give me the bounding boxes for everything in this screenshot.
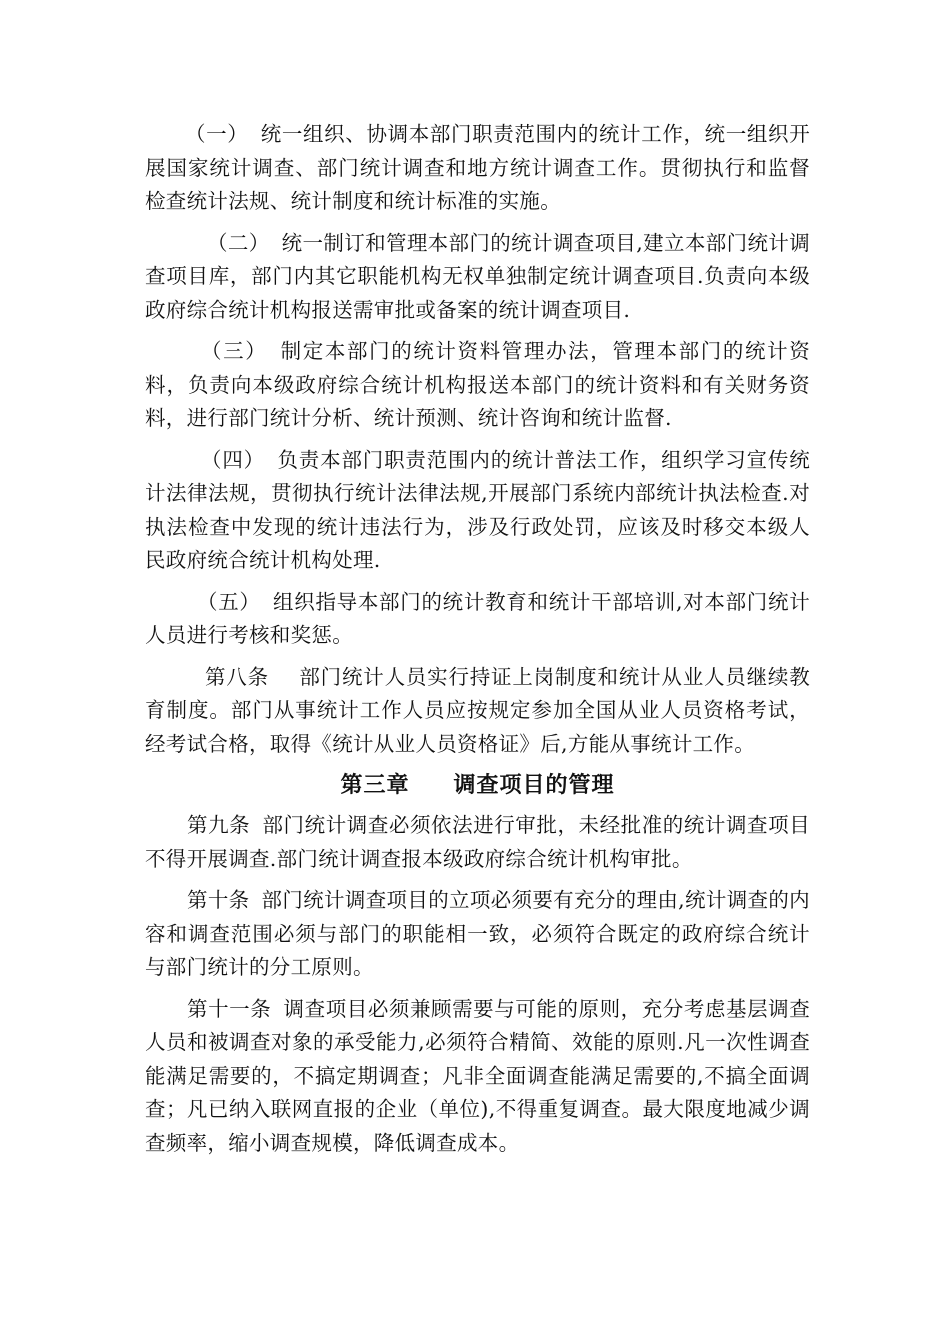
article-9 [145, 809, 810, 876]
duty-item-5 [145, 586, 810, 653]
duty-item-4 [145, 444, 810, 578]
item-text: 负责本部门职责范围内的统计普法工作，组织学习宣传统计法律法规，贯彻执行统计法律法规,开展部门系统内部统计执法检查.对执法检查中发现的统计违法行为，涉及行政处罚，应该及时移交本级人民政府统合统计机构处理. [145, 447, 810, 572]
document-page [145, 118, 810, 1160]
article-label: 第十一条 [187, 996, 272, 1021]
article-text: 部门统计调查必须依法进行审批，未经批准的统计调查项目不得开展调查.部门统计调查报本级政府综合统计机构审批。 [145, 813, 810, 871]
item-text: 组织指导本部门的统计教育和统计干部培训,对本部门统计人员进行考核和奖惩。 [145, 589, 810, 647]
article-text: 调查项目必须兼顾需要与可能的原则，充分考虑基层调查人员和被调查对象的承受能力,必须符合精简、效能的原则.凡一次性调查能满足需要的，不搞定期调查；凡非全面调查能满足需要的,不搞全面调查；凡已纳入联网直报的企业（单位),不得重复调查。最大限度地减少调查频率，缩小调查规模，降低调查成本。 [145, 996, 811, 1155]
duty-item-2 [145, 227, 810, 328]
duty-item-3 [145, 335, 810, 436]
chapter-heading [145, 769, 810, 803]
duty-item-1 [145, 118, 810, 219]
article-text: 部门统计人员实行持证上岗制度和统计从业人员继续教育制度。部门从事统计工作人员应按规定参加全国从业人员资格考试，经考试合格，取得《统计从业人员资格证》后,方能从事统计工作。 [145, 664, 810, 756]
article-10 [145, 884, 810, 985]
chapter-number: 第三章 [340, 773, 410, 798]
item-text: 制定本部门的统计资料管理办法，管理本部门的统计资料，负责向本级政府综合统计机构报送本部门的统计资料和有关财务资料，进行部门统计分析、统计预测、统计咨询和统计监督. [145, 339, 811, 430]
article-11 [145, 993, 810, 1161]
item-label: （三） [201, 339, 268, 363]
item-label: （一） [185, 122, 249, 146]
article-label: 第八条 [205, 664, 269, 689]
item-label: （二） [207, 230, 270, 255]
item-label: （四） [201, 447, 265, 472]
item-label: （五） [197, 589, 261, 614]
article-8 [145, 661, 810, 762]
article-label: 第十条 [187, 888, 250, 912]
item-text: 统一组织、协调本部门职责范围内的统计工作，统一组织开展国家统计调查、部门统计调查和地方统计调查工作。贯彻执行和监督检查统计法规、统计制度和统计标准的实施。 [145, 122, 810, 213]
chapter-title: 调查项目的管理 [453, 773, 615, 798]
article-text: 部门统计调查项目的立项必须要有充分的理由,统计调查的内容和调查范围必须与部门的职能相一致，必须符合既定的政府综合统计与部门统计的分工原则。 [145, 888, 810, 979]
article-label: 第九条 [187, 813, 251, 837]
item-text: 统一制订和管理本部门的统计调查项目,建立本部门统计调查项目库，部门内其它职能机构无权单独制定统计调查项目.负责向本级政府综合统计机构报送需审批或备案的统计调查项目. [145, 230, 810, 322]
